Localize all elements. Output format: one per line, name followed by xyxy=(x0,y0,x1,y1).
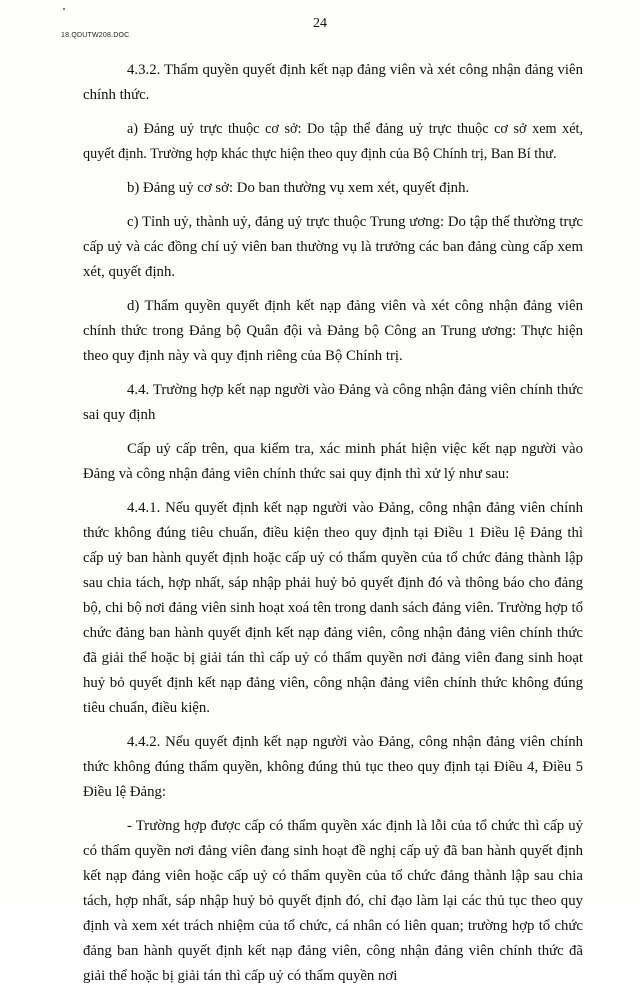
paragraph-4-4-intro: Cấp uỷ cấp trên, qua kiểm tra, xác minh phát hiện việc kết nạp người vào Đảng và công nhận đảng viên chính thức sai quy định thì xử lý như sau: xyxy=(83,441,583,482)
document-body xyxy=(83,58,583,998)
paragraph-4-4-1: 4.4.1. Nếu quyết định kết nạp người vào Đảng, công nhận đảng viên chính thức không đúng tiêu chuẩn, điều kiện theo quy định tại Điều 1 Điều lệ Đảng thì cấp uỷ ban hành quyết định hoặc cấp uỷ có thẩm quyền của tổ chức đảng thành lập sau chia tách, hợp nhất, sáp nhập phải huỷ bỏ quyết định đó và thông báo cho đảng bộ, chi bộ nơi đảng viên sinh hoạt xoá tên trong danh sách đảng viên. Trường hợp tổ chức đảng ban hành quyết định kết nạp đảng viên, công nhận đảng viên chính thức đã giải thể hoặc bị giải tán thì cấp uỷ có thẩm quyền nơi đảng viên đang sinh hoạt huỷ bỏ quyết định kết nạp đảng viên, công nhận đảng viên chính thức không đúng tiêu chuẩn, điều kiện. xyxy=(83,500,583,716)
document-filename: 18.QDUTW208.DOC xyxy=(61,32,130,39)
scan-speck xyxy=(63,8,65,10)
paragraph-4-4: 4.4. Trường hợp kết nạp người vào Đảng và công nhận đảng viên chính thức sai quy định xyxy=(83,382,583,423)
paragraph-4-4-2: 4.4.2. Nếu quyết định kết nạp người vào Đảng, công nhận đảng viên chính thức không đúng thẩm quyền, không đúng thủ tục theo quy định tại Điều 4, Điều 5 Điều lệ Đảng: xyxy=(83,734,583,800)
page-number: 24 xyxy=(313,16,327,31)
paragraph-d: d) Thẩm quyền quyết định kết nạp đảng viên và xét công nhận đảng viên chính thức trong Đảng bộ Quân đội và Đảng bộ Công an Trung ương: Thực hiện theo quy định này và quy định riêng của Bộ Chính trị. xyxy=(83,298,583,364)
paragraph-4-4-2-bullet: - Trường hợp được cấp có thẩm quyền xác định là lỗi của tổ chức thì cấp uỷ có thẩm quyền nơi đảng viên đang sinh hoạt đề nghị cấp uỷ đã ban hành quyết định kết nạp đảng viên hoặc cấp uỷ có thẩm quyền của tổ chức đảng thành lập sau chia tách, hợp nhất, sáp nhập huỷ bỏ quyết định đó, chỉ đạo làm lại các thủ tục theo quy định và xem xét trách nhiệm của tổ chức, cá nhân có liên quan; trường hợp tổ chức đảng ban hành quyết định kết nạp đảng viên, công nhận đảng viên chính thức đã giải thể hoặc bị giải tán thì cấp uỷ có thẩm quyền nơi xyxy=(83,818,583,984)
paragraph-a: a) Đảng uỷ trực thuộc cơ sở: Do tập thể đảng uỷ trực thuộc cơ sở xem xét, quyết định. Trường hợp khác thực hiện theo quy định của Bộ Chính trị, Ban Bí thư. xyxy=(83,121,583,162)
paragraph-4-3-2: 4.3.2. Thẩm quyền quyết định kết nạp đảng viên và xét công nhận đảng viên chính thức. xyxy=(83,62,583,103)
paragraph-c: c) Tỉnh uỷ, thành uỷ, đảng uỷ trực thuộc Trung ương: Do tập thể thường trực cấp uỷ và các đồng chí uỷ viên ban thường vụ là trưởng các ban đảng cùng cấp xem xét, quyết định. xyxy=(83,214,583,280)
paragraph-b: b) Đảng uỷ cơ sở: Do ban thường vụ xem xét, quyết định. xyxy=(127,180,470,196)
